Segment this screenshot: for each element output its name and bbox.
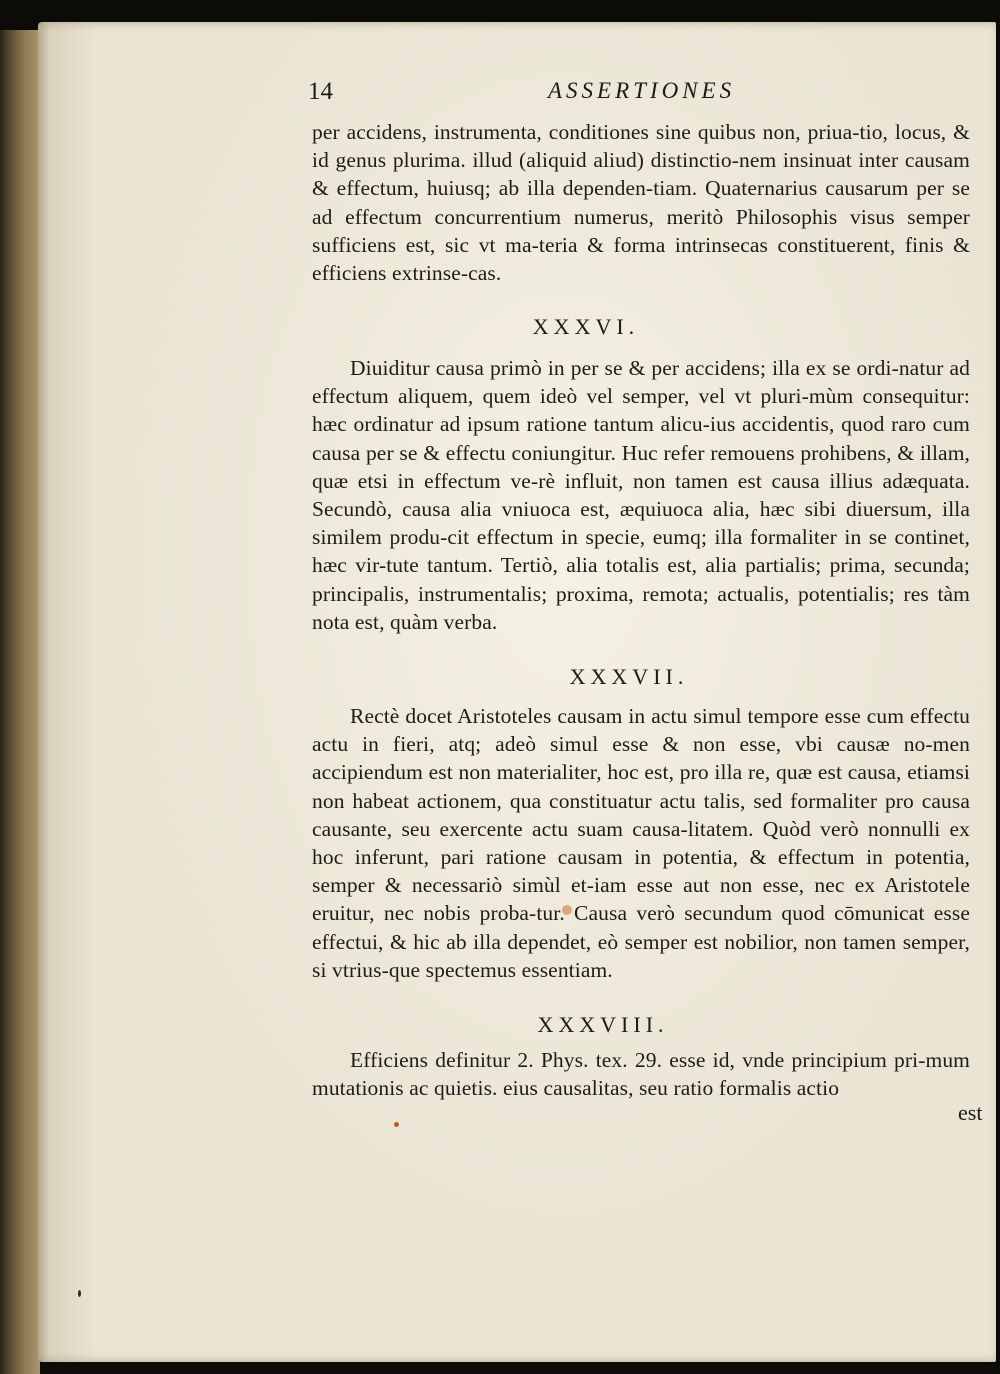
section-37-text: Rectè docet Aristoteles causam in actu simul tempore esse cum effectu actu in fieri, atq; adeò simul esse & non esse, vbi causæ no-men accipiendum est non materialiter, hoc est, pro illa re, quæ est causa, etiamsi non habeat actionem, qua constituatur actu talis, sed formaliter pro causa causante, seu exercente actu suam causa-litatem. Quòd verò nonnulli ex hoc inferunt, pari ratione causam in potentia, & effectum in potentia, semper & necessariò simùl et-iam esse aut non esse, nec ex Aristotele eruitur, nec nobis proba-tur. Causa verò secundum quod cōmunicat esse effectui, & hic ab illa dependet, eò semper est nobilior, non tamen semper, si vtrius-que spectemus essentiam. (312, 704, 970, 982)
paragraph-continued (312, 118, 970, 287)
running-head: ASSERTIONES (548, 78, 736, 103)
paragraph-text: per accidens, instrumenta, conditiones sine quibus non, priua-tio, locus, & id genus plurima. illud (aliquid aliud) distinctio-nem insinuat inter causam & effectum, huiusq; ab illa dependen-tiam. Quaternarius causarum per se ad effectum concurrentium numerus, meritò Philosophis visus semper sufficiens est, sic vt ma-teria & forma intrinsecas constituerent, finis & efficiens extrinse-cas. (312, 120, 970, 286)
catchword: est (958, 1100, 983, 1125)
book-binding (0, 30, 40, 1374)
page-header (308, 78, 960, 112)
section-38-text: Efficiens definitur 2. Phys. tex. 29. esse id, vnde principium pri-mum mutationis ac quietis. eius causalitas, seu ratio formalis actio (312, 1048, 970, 1101)
ink-spot (394, 1122, 399, 1127)
section-36-text: Diuiditur causa primò in per se & per accidens; illa ex se ordi-natur ad effectum aliquem, quem ideò vel semper, vel vt pluri-mùm consequitur: hæc ordinatur ad ipsum ratione tantum alicu-ius accidentis, quod raro cum causa per se & effectu coniungitur. Huc refer remouens prohibens, & illam, quæ etsi in effectum ve-rè influit, non tamen est causa illius adæquata. Secundò, causa alia vniuoca est, æquiuoca alia, hæc sibi diuersum, illa similem produ-cit effectum in specie, eumq; illa formaliter in se continet, hæc vir-tute tantum. Tertiò, alia totalis est, alia partialis; prima, secunda; principalis, instrumentalis; proxima, remota; actualis, potentialis; res tàm nota est, quàm verba. (312, 356, 970, 634)
section-heading-36: XXXVI. (532, 314, 640, 339)
section-36 (312, 354, 970, 636)
page-number: 14 (308, 78, 333, 105)
section-38 (312, 1046, 970, 1102)
section-heading-37: XXXVII. (569, 664, 689, 689)
section-37 (312, 702, 970, 984)
ink-spot (78, 1290, 81, 1297)
section-heading-38: XXXVIII. (537, 1012, 669, 1037)
